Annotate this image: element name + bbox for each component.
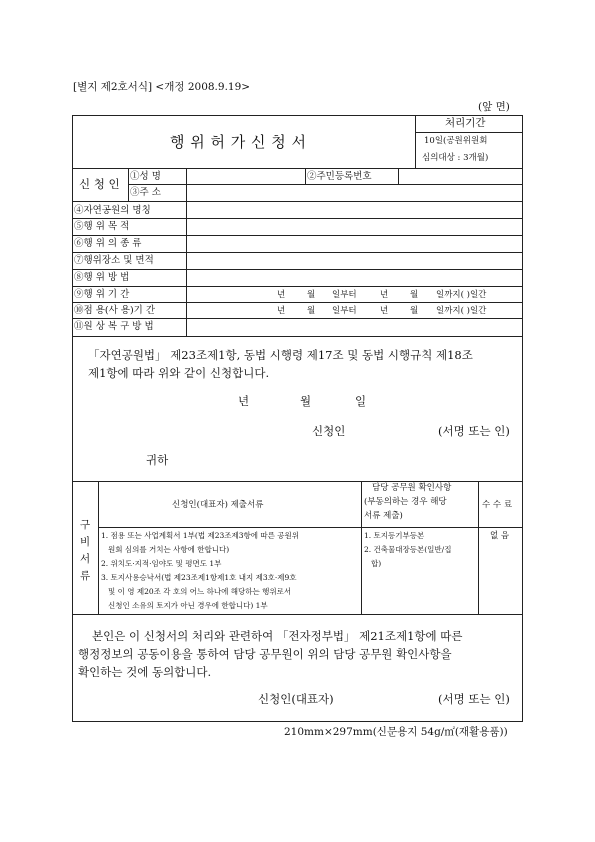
- address-field[interactable]: [187, 185, 522, 200]
- location-area-label: ⑦행위장소 및 면적: [74, 255, 154, 266]
- location-area-field[interactable]: [187, 253, 522, 268]
- name-field-label: ①성 명: [130, 171, 161, 182]
- activity-type-label: ⑥행 위 의 종 류: [74, 238, 142, 249]
- period-month-unit: 월: [307, 290, 316, 300]
- purpose-field[interactable]: [187, 219, 522, 234]
- doc-item-1a: 1. 점용 또는 사업계획서 1부(법 제23조제3항에 따른 공원위: [101, 531, 300, 540]
- officer-check-header-3: 서류 제출): [364, 511, 403, 521]
- documents-side-label-2: 비: [80, 536, 91, 548]
- consent-signer-label: 신청인(대표자): [258, 692, 334, 706]
- statement-line-2: 제1항에 따라 위와 같이 신청합니다.: [88, 366, 270, 380]
- occupation-month2-unit: 월: [410, 306, 419, 316]
- officer-check-item-2a: 2. 건축물대장등본(일반/집: [364, 545, 452, 554]
- doc-item-3a: 3. 토지사용승낙서(법 제23조제1항제1호 내지 제3호·제9호: [101, 573, 297, 582]
- statement-applicant-label: 신청인: [312, 424, 346, 438]
- paper-spec-label: 210mm×297mm(신문용지 54g/㎡(재활용품)): [284, 726, 508, 738]
- officer-check-header-2: (부동의하는 경우 해당: [364, 497, 447, 507]
- date-month-unit: 월: [300, 394, 312, 408]
- occupation-year-unit: 년: [277, 306, 286, 316]
- name-field[interactable]: [187, 169, 304, 183]
- park-name-label: ④자연공원의 명칭: [74, 205, 151, 216]
- occupation-from-unit: 일부터: [332, 306, 357, 316]
- officer-check-item-2b: 합): [371, 559, 382, 568]
- activity-period-label: ⑨행 위 기 간: [74, 289, 130, 300]
- fee-value: 없 음: [490, 531, 510, 541]
- restoration-plan-field[interactable]: [187, 319, 522, 335]
- method-field[interactable]: [187, 270, 522, 285]
- period-to-unit: 일까지( )일간: [436, 290, 487, 300]
- period-month2-unit: 월: [410, 290, 419, 300]
- park-name-field[interactable]: [187, 202, 522, 217]
- occupation-month-unit: 월: [307, 306, 316, 316]
- form-title: 행 위 허 가 신 청 서: [170, 133, 307, 151]
- restoration-plan-label: ⑪원 상 복 구 방 법: [74, 321, 154, 332]
- statement-signature-note: (서명 또는 인): [438, 424, 510, 438]
- date-year-unit: 년: [238, 394, 250, 408]
- occupation-year2-unit: 년: [380, 306, 389, 316]
- fee-header: 수 수 료: [482, 500, 513, 510]
- processing-period-label: 처리기간: [445, 117, 486, 129]
- period-from-unit: 일부터: [332, 290, 357, 300]
- statement-line-1: 「자연공원법」 제23조제1항, 동법 시행령 제17조 및 동법 시행규칙 제18조: [88, 348, 473, 362]
- activity-type-field[interactable]: [187, 236, 522, 251]
- applicant-signature-field[interactable]: [355, 422, 435, 440]
- applicant-group-label: 신 청 인: [79, 177, 120, 191]
- doc-item-1b: 원회 심의를 거치는 사항에 한합니다): [108, 545, 230, 554]
- consent-line-3: 확인하는 것에 동의합니다.: [78, 665, 212, 679]
- period-year-unit: 년: [277, 290, 286, 300]
- front-side-label: (앞 면): [478, 101, 510, 113]
- rrn-field-label: ②주민등록번호: [307, 171, 372, 182]
- method-label: ⑧행 위 방 법: [74, 272, 130, 283]
- rrn-field[interactable]: [399, 169, 522, 183]
- consent-signature-field[interactable]: [345, 690, 433, 708]
- occupation-period-label: ⑩점 용(사 용)기 간: [74, 305, 156, 316]
- officer-check-header-1: 담당 공무원 확인사항: [372, 483, 452, 493]
- form-number-label: [별지 제2호서식] <개정 2008.9.19>: [73, 81, 251, 93]
- consent-signature-note: (서명 또는 인): [438, 692, 510, 706]
- doc-item-2: 2. 위치도·지적·임야도 및 평면도 1부: [101, 559, 222, 568]
- submitted-docs-header: 신청인(대표자) 제출서류: [172, 500, 264, 510]
- occupation-to-unit: 일까지( )일간: [436, 306, 487, 316]
- processing-period-value-line1: 10일(공원위원회: [424, 136, 488, 146]
- address-field-label: ③주 소: [130, 187, 161, 198]
- period-year2-unit: 년: [380, 290, 389, 300]
- doc-item-3c: 신청인 소유의 토지가 아닌 경우에 한합니다) 1부: [108, 601, 268, 610]
- date-day-unit: 일: [355, 394, 367, 408]
- consent-line-1: 본인은 이 신청서의 처리와 관련하여 「전자정부법」 제21조제1항에 따른: [92, 629, 463, 643]
- officer-check-item-1: 1. 토지등기부등본: [364, 531, 425, 540]
- purpose-label: ⑤행 위 목 적: [74, 221, 130, 232]
- addressee-label: 귀하: [146, 453, 169, 467]
- documents-side-label-4: 류: [80, 570, 91, 582]
- processing-period-value-line2: 심의대상 : 3개월): [422, 153, 489, 163]
- consent-line-2: 행정정보의 공동이용을 통하여 담당 공무원이 위의 담당 공무원 확인사항을: [78, 647, 452, 661]
- doc-item-3b: 및 이 영 제20조 각 호의 어느 하나에 해당하는 행위로서: [108, 587, 292, 596]
- documents-side-label-1: 구: [80, 519, 91, 531]
- documents-side-label-3: 서: [80, 553, 91, 565]
